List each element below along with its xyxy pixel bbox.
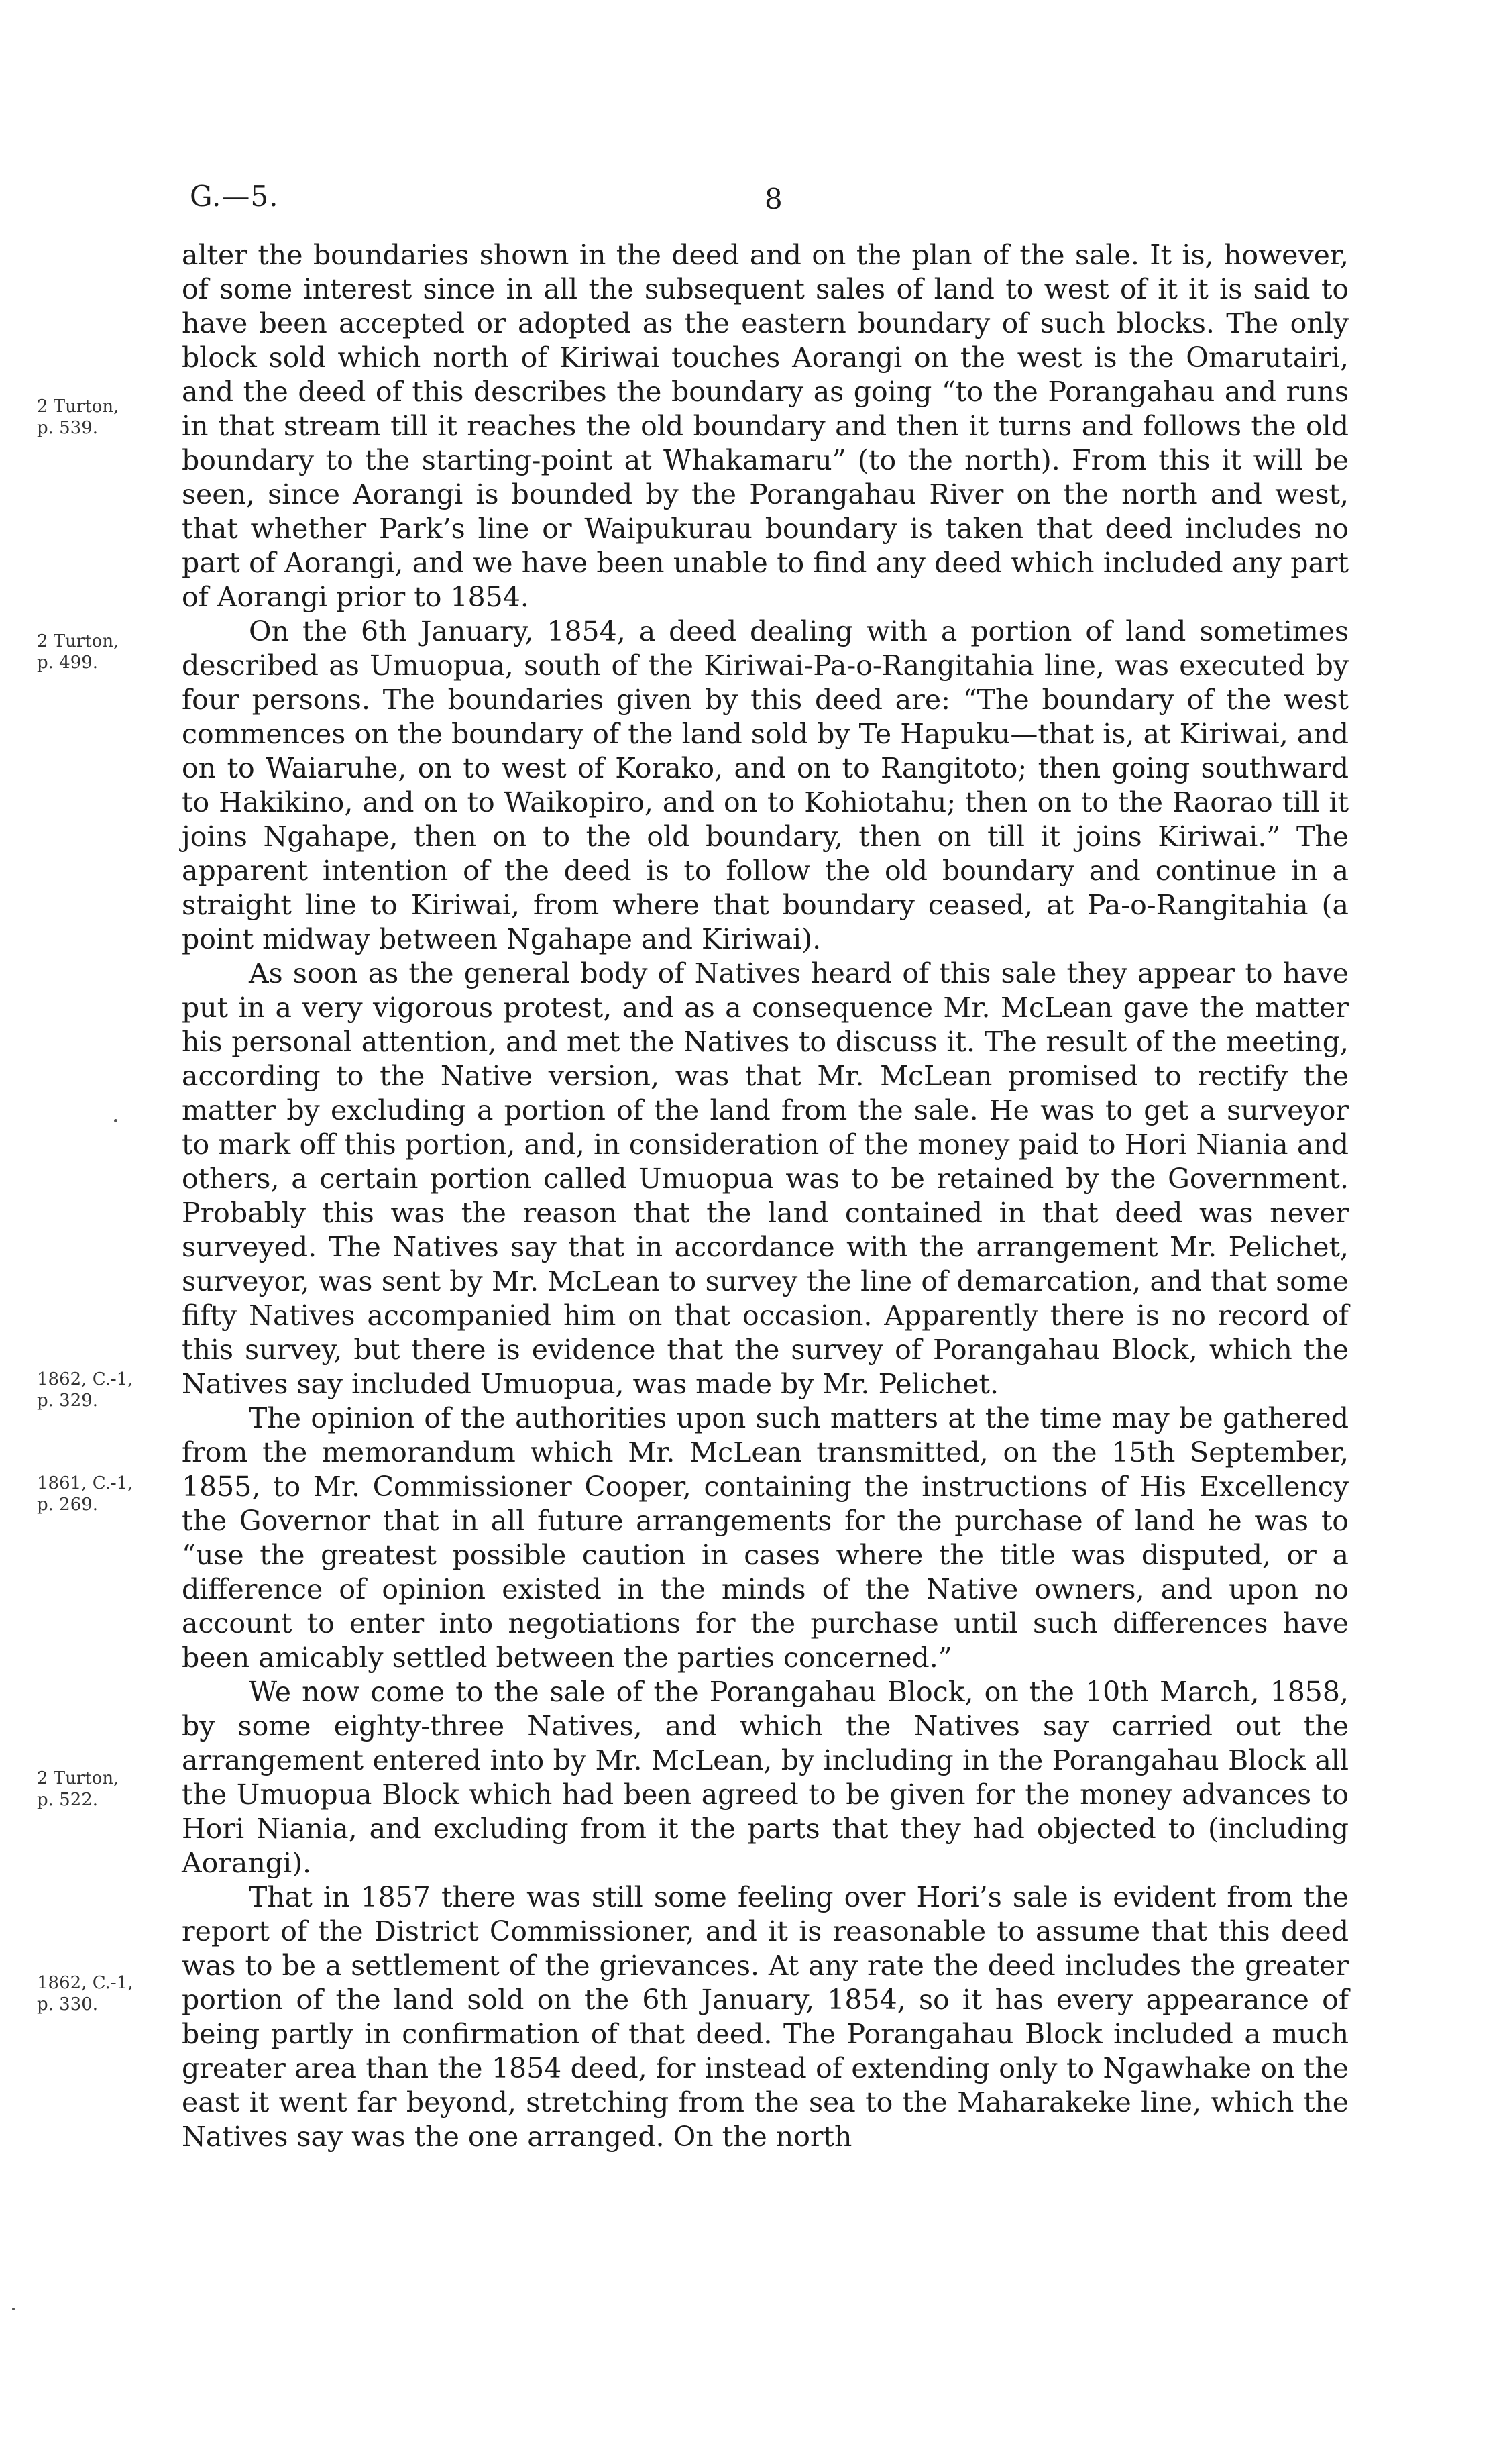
- paragraph: On the 6th January, 1854, a deed dealing with a portion of land sometimes described as Umuopua, south of the Kiriwai-Pa-o-Rangitahia line, was executed by four persons. The boundaries given by this deed are: “The boundary of the west commences on the boundary of the land sold by Te Hapuku—that is, at Kiriwai, and on to Waiaruhe, on to west of Korako, and on to Rangitoto; then going southward to Hakikino, and on to Waikopiro, and on to Kohiotahu; then on to the Raorao till it joins Ngahape, then on to the old boundary, then on till it joins Kiriwai.” The apparent intention of the deed is to follow the old boundary and continue in a straight line to Kiriwai, from where that boundary ceased, at Pa-o-Rangitahia (a point midway between Ngahape and Kiriwai).: [182, 615, 1349, 955]
- paragraph: We now come to the sale of the Porangahau Block, on the 10th March, 1858, by some eighty-three Natives, and which the Natives say carried out the arrangement entered into by Mr. McLean, by including in the Porangahau Block all the Umuopua Block which had been agreed to be given for the money advances to Hori Niania, and excluding from it the parts that they had objected to (including Aorangi).: [182, 1676, 1349, 1879]
- scan-speck: [114, 1119, 117, 1122]
- page-number: 8: [765, 182, 783, 215]
- margin-note: 2 Turton, p. 522.: [37, 1768, 119, 1810]
- scan-speck: [12, 2308, 15, 2310]
- margin-note: 2 Turton, p. 499.: [37, 631, 119, 673]
- body-text: [182, 238, 1349, 2154]
- document-reference: G.—5.: [190, 180, 279, 213]
- margin-note: 1861, C.-1, p. 269.: [37, 1473, 133, 1515]
- paragraph: As soon as the general body of Natives heard of this sale they appear to have put in a very vigorous protest, and as a consequence Mr. McLean gave the matter his personal attention, and met the Natives to discuss it. The result of the meeting, according to the Native version, was that Mr. McLean promised to rectify the matter by excluding a portion of the land from the sale. He was to get a surveyor to mark off this portion, and, in consideration of the money paid to Hori Niania and others, a certain portion called Umuopua was to be retained by the Government. Probably this was the reason that the land contained in that deed was never surveyed. The Natives say that in accordance with the arrangement Mr. Pelichet, surveyor, was sent by Mr. McLean to survey the line of demarcation, and that some fifty Natives accompanied him on that occasion. Apparently there is no record of this survey, but there is evidence that the survey of Porangahau Block, which the Natives say included Umuopua, was made by Mr. Pelichet.: [182, 957, 1349, 1400]
- margin-note: 1862, C.-1, p. 329.: [37, 1369, 133, 1411]
- paragraph: The opinion of the authorities upon such matters at the time may be gathered from the memorandum which Mr. McLean transmitted, on the 15th September, 1855, to Mr. Commissioner Cooper, containing the instructions of His Excellency the Governor that in all future arrangements for the purchase of land he was to “use the greatest possible caution in cases where the title was disputed, or a difference of opinion existed in the minds of the Native owners, and upon no account to enter into negotiations for the purchase until such differences have been amicably settled between the parties concerned.”: [182, 1402, 1349, 1674]
- margin-note: 2 Turton, p. 539.: [37, 396, 119, 438]
- paragraph: alter the boundaries shown in the deed and on the plan of the sale. It is, however, of some interest since in all the subsequent sales of land to west of it it is said to have been accepted or adopted as the eastern boundary of such blocks. The only block sold which north of Kiriwai touches Aorangi on the west is the Omarutairi, and the deed of this describes the boundary as going “to the Porangahau and runs in that stream till it reaches the old boundary and then it turns and follows the old boundary to the starting-point at Whakamaru” (to the north). From this it will be seen, since Aorangi is bounded by the Porangahau River on the north and west, that whether Park’s line or Waipukurau boundary is taken that deed includes no part of Aorangi, and we have been unable to find any deed which included any part of Aorangi prior to 1854.: [182, 239, 1349, 613]
- paragraph: That in 1857 there was still some feeling over Hori’s sale is evident from the report of the District Commissioner, and it is reasonable to assume that this deed was to be a settlement of the grievances. At any rate the deed includes the greater portion of the land sold on the 6th January, 1854, so it has every appearance of being partly in confirmation of that deed. The Porangahau Block included a much greater area than the 1854 deed, for instead of extending only to Ngawhake on the east it went far beyond, stretching from the sea to the Maharakeke line, which the Natives say was the one arranged. On the north: [182, 1881, 1349, 2153]
- margin-note: 1862, C.-1, p. 330.: [37, 1973, 133, 2015]
